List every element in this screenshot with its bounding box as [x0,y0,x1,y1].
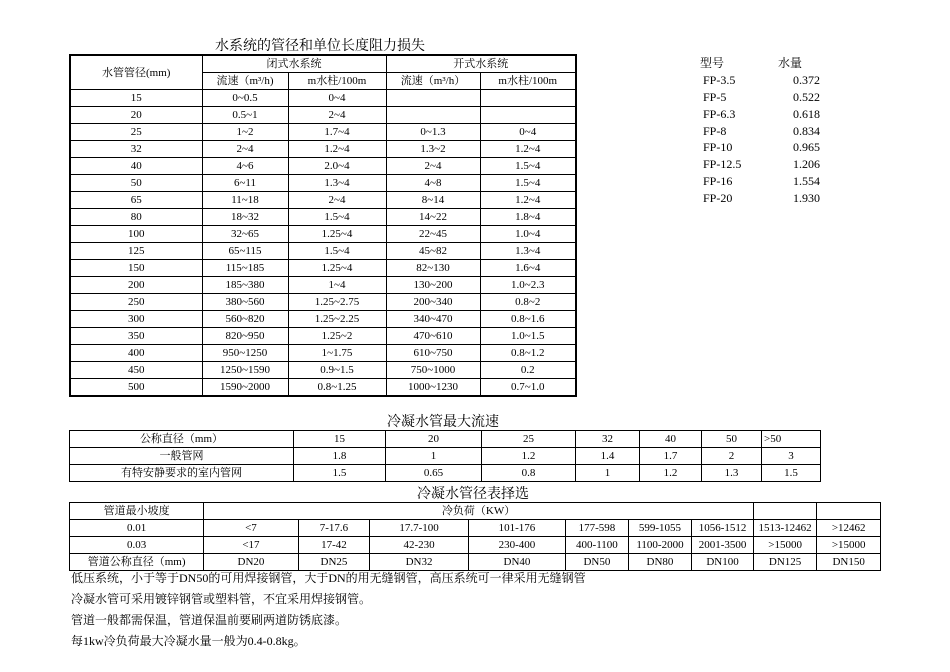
table-cell: 1.3~4 [480,243,576,260]
table-cell: 11~18 [202,192,288,209]
table-cell: 125 [70,243,202,260]
col-header-diameter: 水管管径(mm) [70,55,202,90]
table-row [70,260,576,277]
table-cell: 2001-3500 [692,537,754,554]
table-cell: 1~4 [288,277,386,294]
table-cell: 599-1055 [628,520,692,537]
table-cell: 470~610 [386,328,480,345]
table-cell: 1590~2000 [202,379,288,397]
sub-header-resist-closed: m水柱/100m [288,73,386,90]
table-row [70,277,576,294]
table-cell: 2 [702,448,762,465]
fp-water-list [700,55,820,207]
header-cell: 15 [294,431,386,448]
table-cell: 0.7~1.0 [480,379,576,397]
table-cell: 1.7~4 [288,124,386,141]
table-cell: DN32 [370,554,468,571]
table-cell: <7 [204,520,298,537]
table-cell: 7-17.6 [298,520,370,537]
table-cell: 1.5 [762,465,821,482]
sub-header-flow-open: 流速（m³/h） [386,73,480,90]
table-cell: 20 [70,107,202,124]
list-item [700,106,820,123]
table-cell: 管道公称直径（mm) [70,554,204,571]
table-header-row [70,503,881,520]
sub-header-resist-open: m水柱/100m [480,73,576,90]
table-cell: 1.5 [294,465,386,482]
col-header-open-system: 开式水系统 [386,55,576,73]
fp-model: FP-16 [703,174,733,189]
table-cell: 115~185 [202,260,288,277]
fp-model: FP-6.3 [703,106,736,121]
table-cell: 2~4 [288,192,386,209]
table-cell: 1.5~4 [480,175,576,192]
list-item [700,89,820,106]
table-cell: 1.4 [576,448,640,465]
pipe-table-title: 水系统的管径和单位长度阻力损失 [215,39,425,54]
note-3: 管道一般都需保温，管道保温前要刷两道防锈底漆。 [71,613,348,627]
table-cell: >15000 [753,537,817,554]
fp-model: FP-10 [703,140,733,155]
list-item [700,190,820,207]
table-cell: 82~130 [386,260,480,277]
fp-water-value: 0.618 [793,106,820,121]
table-cell: 177-598 [566,520,629,537]
empty-cell [817,503,881,520]
condensate-pipe-select-table [69,502,881,571]
table-cell: 1000~1230 [386,379,480,397]
table-cell: 1.25~2 [288,328,386,345]
table-cell: 1.8 [294,448,386,465]
table-cell: 0~4 [288,90,386,107]
table-cell: 1.2~4 [288,141,386,158]
table-cell: 0~0.5 [202,90,288,107]
table-cell: 1.3~2 [386,141,480,158]
table-cell: 950~1250 [202,345,288,362]
table-cell: 32 [70,141,202,158]
table-cell: 50 [70,175,202,192]
table-row [70,124,576,141]
table-cell: 400-1100 [566,537,629,554]
table-cell: >12462 [817,520,881,537]
table-row [70,311,576,328]
table-cell: DN125 [753,554,817,571]
table-cell: DN80 [628,554,692,571]
table-cell: 350 [70,328,202,345]
table-cell: 1.8~4 [480,209,576,226]
table-cell: 250 [70,294,202,311]
table-cell: 15 [70,90,202,107]
load-header: 冷负荷（KW） [204,503,754,520]
table-cell [480,107,576,124]
table-cell: 0~4 [480,124,576,141]
table-cell: 340~470 [386,311,480,328]
table-cell: 0.65 [386,465,482,482]
fp-water-value: 0.965 [793,140,820,155]
max-velocity-table [69,430,821,482]
list-item [700,156,820,173]
table-cell: DN100 [692,554,754,571]
table-cell: 3 [762,448,821,465]
table-cell: 400 [70,345,202,362]
table-cell: 有特安静要求的室内管网 [70,465,294,482]
table-cell: 1.25~4 [288,226,386,243]
table-cell: 1513-12462 [753,520,817,537]
table-cell: 380~560 [202,294,288,311]
table-cell: 1.6~4 [480,260,576,277]
table-cell: 200~340 [386,294,480,311]
table-row [70,175,576,192]
col-header-closed-system: 闭式水系统 [202,55,386,73]
table-cell: 1 [576,465,640,482]
table-cell: 14~22 [386,209,480,226]
table-cell: 130~200 [386,277,480,294]
list-item [700,173,820,190]
table-cell: DN40 [468,554,565,571]
table-cell: 1~1.75 [288,345,386,362]
fp-water-value: 0.372 [793,72,820,87]
table-row [70,294,576,311]
table-cell: 610~750 [386,345,480,362]
table-cell: 0.8~1.6 [480,311,576,328]
table-cell: 40 [70,158,202,175]
table-cell: DN20 [204,554,298,571]
note-1: 低压系统，小于等于DN50的可用焊接钢管，大于DN的用无缝钢管，高压系统可一律采用无缝钢管 [71,571,586,585]
fp-header-water: 水量 [778,56,803,70]
table-cell: 18~32 [202,209,288,226]
table-cell: 150 [70,260,202,277]
table-cell: 4~6 [202,158,288,175]
table-cell: 1250~1590 [202,362,288,379]
empty-cell [753,503,817,520]
table-row [70,448,821,465]
header-cell: 公称直径（mm） [70,431,294,448]
table-cell: 1.0~2.3 [480,277,576,294]
table-cell: 1.2~4 [480,192,576,209]
table-cell: 1~2 [202,124,288,141]
table-cell: 80 [70,209,202,226]
fp-model: FP-5 [703,89,727,104]
list-item [700,72,820,89]
table-cell: 1.0~1.5 [480,328,576,345]
fp-water-value: 0.834 [793,123,820,138]
table-cell: 65~115 [202,243,288,260]
table-row [70,226,576,243]
list-item [700,139,820,156]
table-row [70,209,576,226]
table-cell: 1100-2000 [628,537,692,554]
table-cell: 820~950 [202,328,288,345]
table-cell: 200 [70,277,202,294]
table-cell [386,90,480,107]
table-cell: 2~4 [288,107,386,124]
table-cell: 25 [70,124,202,141]
table-cell: <17 [204,537,298,554]
slope-header: 管道最小坡度 [70,503,204,520]
table-cell: 一般管网 [70,448,294,465]
table-cell: 17.7-100 [370,520,468,537]
table-cell: 300 [70,311,202,328]
table-cell: 0.01 [70,520,204,537]
fp-water-value: 1.554 [793,174,820,189]
table-row [70,243,576,260]
table-cell: 0.8~2 [480,294,576,311]
table-row [70,158,576,175]
table-cell: 22~45 [386,226,480,243]
fp-model: FP-8 [703,123,727,138]
fp-header-model: 型号 [700,56,725,70]
table-cell: DN25 [298,554,370,571]
select-table-title: 冷凝水管径表择选 [417,487,529,502]
table-cell: 1.25~2.75 [288,294,386,311]
table-row [70,379,576,397]
table-row [70,107,576,124]
table-cell: 6~11 [202,175,288,192]
table-cell: 500 [70,379,202,397]
fp-water-value: 1.930 [793,191,820,206]
table-cell: 1.2 [640,465,702,482]
table-cell: 750~1000 [386,362,480,379]
table-cell: 8~14 [386,192,480,209]
table-cell: 1.7 [640,448,702,465]
fp-water-value: 1.206 [793,157,820,172]
fp-water-value: 0.522 [793,89,820,104]
table-row [70,141,576,158]
table-cell: 0.03 [70,537,204,554]
note-4: 每1kw冷负荷最大冷凝水量一般为0.4-0.8kg。 [71,634,306,648]
table-cell: 1.5~4 [288,209,386,226]
header-cell: 50 [702,431,762,448]
table-row [70,537,881,554]
fp-model: FP-3.5 [703,72,736,87]
table-cell: 4~8 [386,175,480,192]
table-cell: 0.8~1.2 [480,345,576,362]
table-cell: 1.5~4 [480,158,576,175]
table-cell: 0~1.3 [386,124,480,141]
table-cell: >15000 [817,537,881,554]
table-cell: 2.0~4 [288,158,386,175]
notes [71,568,586,652]
table-row [70,328,576,345]
table-cell: 450 [70,362,202,379]
table-cell: 1.0~4 [480,226,576,243]
table-cell: 1056-1512 [692,520,754,537]
note-2: 冷凝水管可采用镀锌钢管或塑料管，不宜采用焊接钢管。 [71,592,372,606]
table-cell: 2~4 [386,158,480,175]
table-cell: 0.8 [482,465,576,482]
header-cell: >50 [762,431,821,448]
table-cell: 1.25~4 [288,260,386,277]
table-cell: 560~820 [202,311,288,328]
table-cell: 0.2 [480,362,576,379]
table-row [70,345,576,362]
table-cell [386,107,480,124]
table-cell: DN50 [566,554,629,571]
pipe-resistance-table [69,54,577,397]
table-row [70,520,881,537]
table-cell: 1.2~4 [480,141,576,158]
table-cell: DN150 [817,554,881,571]
table-header-row [70,431,821,448]
table-cell: 1.3~4 [288,175,386,192]
fp-model: FP-20 [703,191,733,206]
table-cell [480,90,576,107]
table-cell: 32~65 [202,226,288,243]
header-cell: 40 [640,431,702,448]
fp-model: FP-12.5 [703,157,742,172]
table-cell: 2~4 [202,141,288,158]
table-cell: 42-230 [370,537,468,554]
table-cell: 17-42 [298,537,370,554]
table-cell: 1.25~2.25 [288,311,386,328]
table-cell: 45~82 [386,243,480,260]
header-cell: 20 [386,431,482,448]
table-row [70,192,576,209]
table-cell: 1.2 [482,448,576,465]
table-row [70,90,576,107]
table-cell: 185~380 [202,277,288,294]
velocity-table-title: 冷凝水管最大流速 [387,415,499,430]
table-cell: 0.5~1 [202,107,288,124]
list-item [700,123,820,140]
table-cell: 0.9~1.5 [288,362,386,379]
table-cell: 1 [386,448,482,465]
sub-header-flow-closed: 流速（m³/h) [202,73,288,90]
table-cell: 0.8~1.25 [288,379,386,397]
table-cell: 101-176 [468,520,565,537]
header-cell: 25 [482,431,576,448]
table-row [70,362,576,379]
table-cell: 65 [70,192,202,209]
table-cell: 1.5~4 [288,243,386,260]
table-cell: 1.3 [702,465,762,482]
table-cell: 230-400 [468,537,565,554]
table-row [70,465,821,482]
table-cell: 100 [70,226,202,243]
header-cell: 32 [576,431,640,448]
